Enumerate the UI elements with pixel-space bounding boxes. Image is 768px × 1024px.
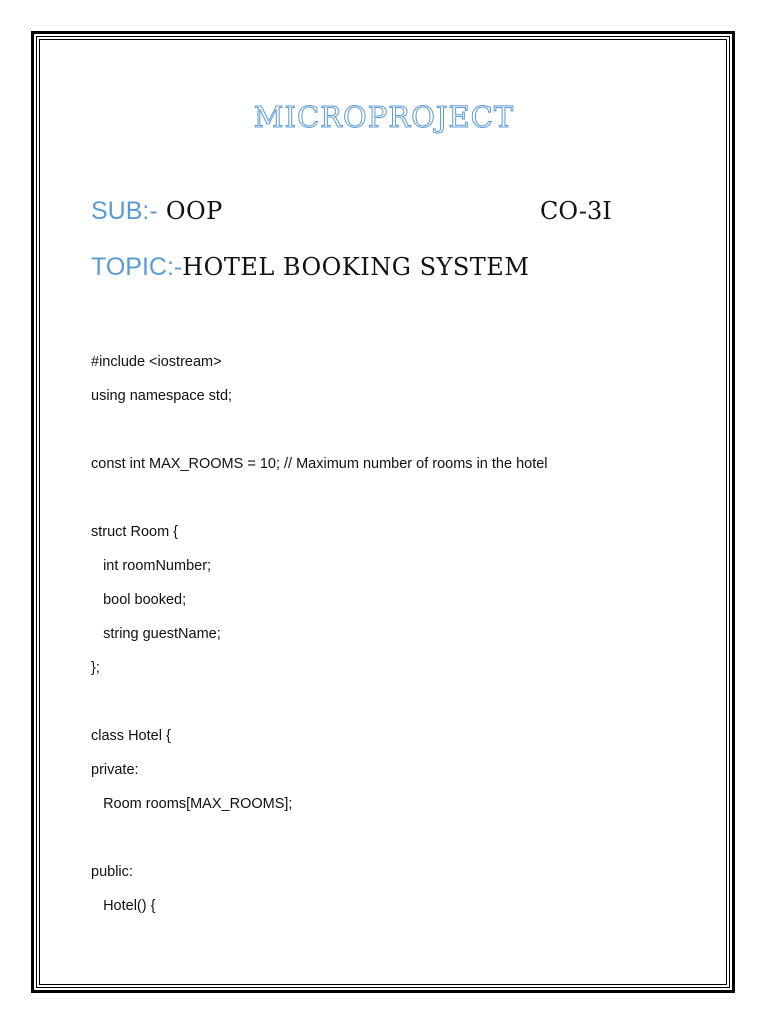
- code-line: const int MAX_ROOMS = 10; // Maximum number of rooms in the hotel: [91, 456, 548, 472]
- code-line: bool booked;: [91, 592, 187, 608]
- code-line: [91, 827, 548, 861]
- code-line: private:: [91, 762, 139, 778]
- code-line: };: [91, 660, 100, 676]
- code-line: Hotel() {: [91, 898, 156, 914]
- topic-label: TOPIC:-: [91, 253, 183, 281]
- topic-line: [91, 252, 529, 282]
- document-title: MICROPROJECT: [253, 100, 515, 134]
- subject-label: SUB:-: [91, 197, 158, 225]
- code-listing: [91, 351, 548, 929]
- code-line: using namespace std;: [91, 388, 233, 404]
- code-line: #include <iostream>: [91, 354, 222, 370]
- code-line: Room rooms[MAX_ROOMS];: [91, 796, 293, 812]
- code-line: public:: [91, 864, 133, 880]
- code-line: struct Room {: [91, 524, 179, 540]
- code-line: [91, 487, 548, 521]
- code-line: class Hotel {: [91, 728, 171, 744]
- subject-value: OOP: [157, 197, 223, 225]
- topic-value: HOTEL BOOKING SYSTEM: [182, 253, 530, 281]
- code-line: [91, 691, 548, 725]
- code-line: string guestName;: [91, 626, 221, 642]
- class-code: CO-3I: [540, 197, 612, 225]
- subject-line: [91, 196, 223, 226]
- code-line: [91, 419, 548, 453]
- code-line: int roomNumber;: [91, 558, 212, 574]
